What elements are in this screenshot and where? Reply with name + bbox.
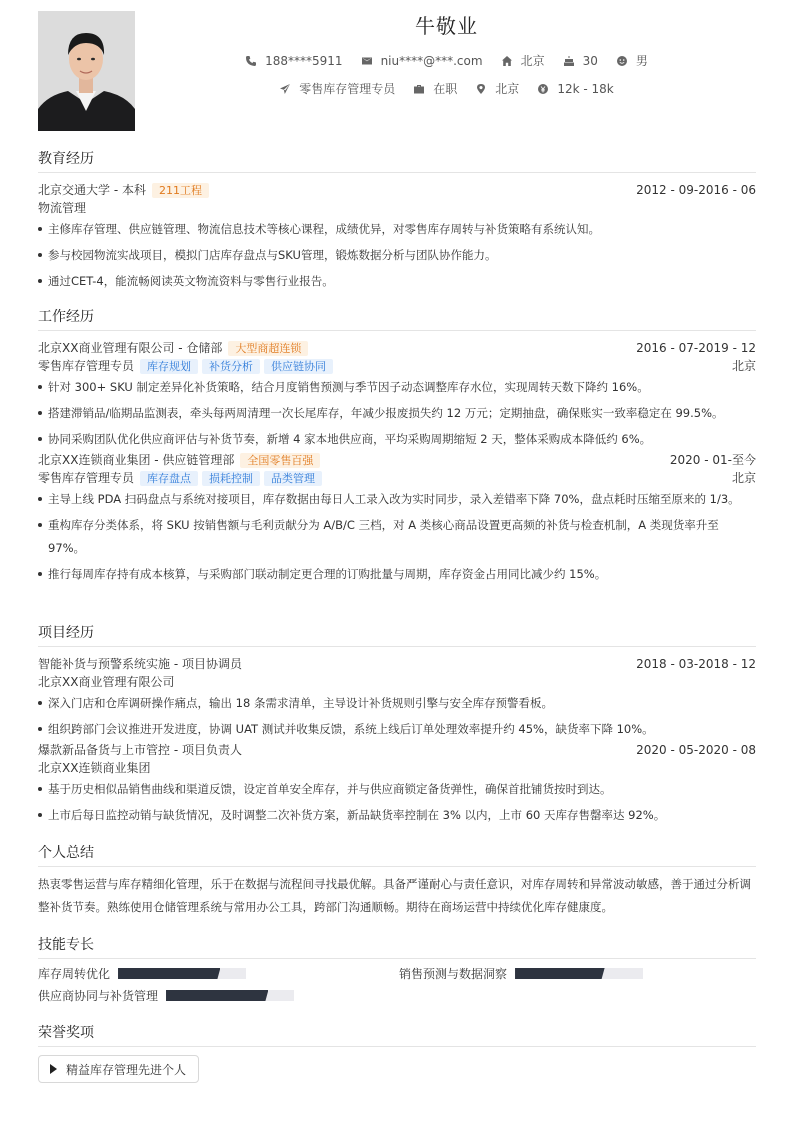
email-info bbox=[361, 54, 483, 68]
age-info bbox=[563, 54, 598, 68]
projects-title: 项目经历 bbox=[38, 624, 756, 647]
project-name: 爆款新品备货与上市管控 - 项目负责人 bbox=[38, 743, 242, 757]
salary-info bbox=[537, 82, 613, 96]
honor-badge bbox=[38, 1055, 199, 1083]
skill-name: 库存周转优化 bbox=[38, 967, 111, 981]
school-name: 北京交通大学 - 本科 bbox=[38, 183, 146, 197]
project-bullets bbox=[38, 692, 756, 741]
education-date: 2012 - 09-2016 - 06 bbox=[636, 183, 756, 197]
education-section bbox=[38, 150, 756, 293]
skill-bar-fill bbox=[515, 968, 605, 979]
job-role-row bbox=[38, 469, 756, 487]
list-item: 深入门店和仓库调研操作痛点，输出 18 条需求清单，主导设计补货规则引擎与安全库存预警看板。 bbox=[38, 692, 756, 715]
job-intent-row bbox=[137, 80, 756, 97]
skills-title: 技能专长 bbox=[38, 936, 756, 959]
project-date: 2018 - 03-2018 - 12 bbox=[636, 657, 756, 671]
project-org-row bbox=[38, 759, 756, 777]
company-tag: 大型商超连锁 bbox=[228, 341, 308, 356]
skill-item bbox=[38, 987, 294, 1004]
summary-text: 热衷零售运营与库存精细化管理，乐于在数据与流程间寻找最优解。具备严谨耐心与责任意识，对库存周转和异常波动敏感，善于通过分析调整补货节奏。熟练使用仓储管理系统与常用办公工具，跨部门沟通顺畅。期待在商场运营中持续优化库存健康度。 bbox=[38, 877, 751, 914]
summary-section bbox=[38, 844, 756, 919]
project-org-row bbox=[38, 673, 756, 691]
education-title: 教育经历 bbox=[38, 150, 756, 173]
currency-icon bbox=[537, 83, 549, 95]
list-item: 主导上线 PDA 扫码盘点与系统对接项目，库存数据由每日人工录入改为实时同步，录入差错率下降 70%，盘点耗时压缩至原来的 1/3。 bbox=[38, 488, 756, 511]
list-item: 组织跨部门会议推进开发进度，协调 UAT 测试并收集反馈，系统上线后订单处理效率提升约 45%，缺货率下降 10%。 bbox=[38, 718, 756, 741]
honor-text: 精益库存管理先进个人 bbox=[66, 1062, 187, 1077]
job-city: 北京 bbox=[731, 359, 756, 373]
briefcase-icon bbox=[413, 83, 425, 95]
cake-icon bbox=[563, 55, 575, 67]
list-item: 重构库存分类体系，将 SKU 按销售额与毛利贡献分为 A/B/C 三档，对 A 类核心商品设置更高频的补货与检查机制，A 类现货率升至 97%。 bbox=[38, 514, 756, 560]
project-bullets bbox=[38, 778, 756, 827]
project-org: 北京XX商业管理有限公司 bbox=[38, 675, 175, 689]
job-role: 零售库存管理专员 bbox=[38, 471, 135, 485]
job-bullets bbox=[38, 376, 756, 451]
education-bullets bbox=[38, 218, 756, 293]
project-date: 2020 - 05-2020 - 08 bbox=[636, 743, 756, 757]
project-header-row bbox=[38, 741, 756, 759]
major-name: 物流管理 bbox=[38, 201, 87, 215]
skill-bar-track bbox=[515, 968, 643, 979]
skills-section bbox=[38, 936, 756, 1006]
status-info bbox=[413, 80, 457, 97]
job-city: 北京 bbox=[731, 471, 756, 485]
list-item: 参与校园物流实战项目，模拟门店库存盘点与SKU管理，锻炼数据分析与团队协作能力。 bbox=[38, 244, 756, 267]
skill-bar-fill bbox=[166, 990, 268, 1001]
project-org: 北京XX连锁商业集团 bbox=[38, 761, 151, 775]
gender-text: 男 bbox=[635, 54, 648, 68]
play-icon bbox=[50, 1064, 57, 1074]
job-target-text: 零售库存管理专员 bbox=[299, 82, 396, 96]
skill-bar-track bbox=[166, 990, 294, 1001]
project-name: 智能补货与预警系统实施 - 项目协调员 bbox=[38, 657, 242, 671]
location-text: 北京 bbox=[520, 54, 545, 68]
gender-info bbox=[616, 52, 648, 69]
target-city-info bbox=[475, 80, 519, 97]
home-icon bbox=[501, 55, 513, 67]
status-text: 在职 bbox=[433, 82, 458, 96]
work-section bbox=[38, 308, 756, 586]
mail-icon bbox=[361, 55, 373, 67]
skill-tag: 供应链协同 bbox=[264, 359, 333, 374]
job-header-row bbox=[38, 339, 756, 357]
school-tag: 211工程 bbox=[152, 183, 209, 198]
skill-item bbox=[38, 965, 246, 982]
phone-icon bbox=[245, 55, 257, 67]
list-item: 推行每周库存持有成本核算，与采购部门联动制定更合理的订购批量与周期，库存资金占用同比减少约 15%。 bbox=[38, 563, 756, 586]
map-pin-icon bbox=[475, 83, 487, 95]
contact-row bbox=[137, 52, 756, 69]
company-name: 北京XX连锁商业集团 - 供应链管理部 bbox=[38, 453, 235, 467]
user-face-icon bbox=[616, 55, 628, 67]
work-title: 工作经历 bbox=[38, 308, 756, 331]
skill-tag: 品类管理 bbox=[264, 471, 322, 486]
project-header-row bbox=[38, 655, 756, 673]
company-name: 北京XX商业管理有限公司 - 仓储部 bbox=[38, 341, 223, 355]
projects-section bbox=[38, 624, 756, 827]
location-info bbox=[501, 52, 545, 69]
education-header-row bbox=[38, 181, 756, 199]
skill-name: 供应商协同与补货管理 bbox=[38, 989, 159, 1003]
list-item: 协同采购团队优化供应商评估与补货节奏，新增 4 家本地供应商，平均采购周期缩短 2 天，整体采购成本降低约 6%。 bbox=[38, 428, 756, 451]
email-text: niu****@***.com bbox=[380, 53, 483, 68]
list-item: 上市后每日监控动销与缺货情况，及时调整二次补货方案，新品缺货率控制在 3% 以内，上市 60 天库存售罄率达 92%。 bbox=[38, 804, 756, 827]
education-major-row bbox=[38, 199, 756, 217]
job-bullets bbox=[38, 488, 756, 586]
skill-tag: 库存盘点 bbox=[140, 471, 198, 486]
job-date: 2016 - 07-2019 - 12 bbox=[636, 341, 756, 355]
skill-bar-track bbox=[118, 968, 246, 979]
skill-item bbox=[399, 965, 643, 982]
job-role: 零售库存管理专员 bbox=[38, 359, 135, 373]
list-item: 搭建滞销品/临期品监测表，牵头每两周清理一次长尾库存，年减少报废损失约 12 万元；定期抽盘，确保账实一致率稳定在 99.5%。 bbox=[38, 402, 756, 425]
list-item: 主修库存管理、供应链管理、物流信息技术等核心课程，成绩优异，对零售库存周转与补货策略有系统认知。 bbox=[38, 218, 756, 241]
skill-tag: 库存规划 bbox=[140, 359, 198, 374]
summary-title: 个人总结 bbox=[38, 844, 756, 867]
job-role-row bbox=[38, 357, 756, 375]
list-item: 基于历史相似品销售曲线和渠道反馈，设定首单安全库存，并与供应商锁定备货弹性，确保首批铺货按时到达。 bbox=[38, 778, 756, 801]
job-header-row bbox=[38, 451, 756, 469]
list-item: 针对 300+ SKU 制定差异化补货策略，结合月度销售预测与季节因子动态调整库存水位，实现周转天数下降约 16%。 bbox=[38, 376, 756, 399]
profile-photo bbox=[38, 11, 135, 131]
skill-tag: 补货分析 bbox=[202, 359, 260, 374]
age-text: 30 bbox=[582, 53, 598, 68]
job-date: 2020 - 01-至今 bbox=[669, 453, 756, 467]
honors-title: 荣誉奖项 bbox=[38, 1024, 756, 1047]
skill-bar-fill bbox=[118, 968, 220, 979]
list-item: 通过CET-4，能流畅阅读英文物流资料与零售行业报告。 bbox=[38, 270, 756, 293]
skill-name: 销售预测与数据洞察 bbox=[399, 967, 508, 981]
job-target-info bbox=[279, 80, 395, 97]
candidate-name: 牛敬业 bbox=[415, 14, 478, 38]
company-tag: 全国零售百强 bbox=[240, 453, 320, 468]
phone-text: 188****5911 bbox=[265, 53, 343, 68]
send-icon bbox=[279, 83, 291, 95]
honors-section bbox=[38, 1024, 756, 1083]
target-city-text: 北京 bbox=[495, 82, 520, 96]
skill-tag: 损耗控制 bbox=[202, 471, 260, 486]
salary-text: 12k - 18k bbox=[557, 81, 614, 96]
phone-info bbox=[245, 54, 342, 68]
